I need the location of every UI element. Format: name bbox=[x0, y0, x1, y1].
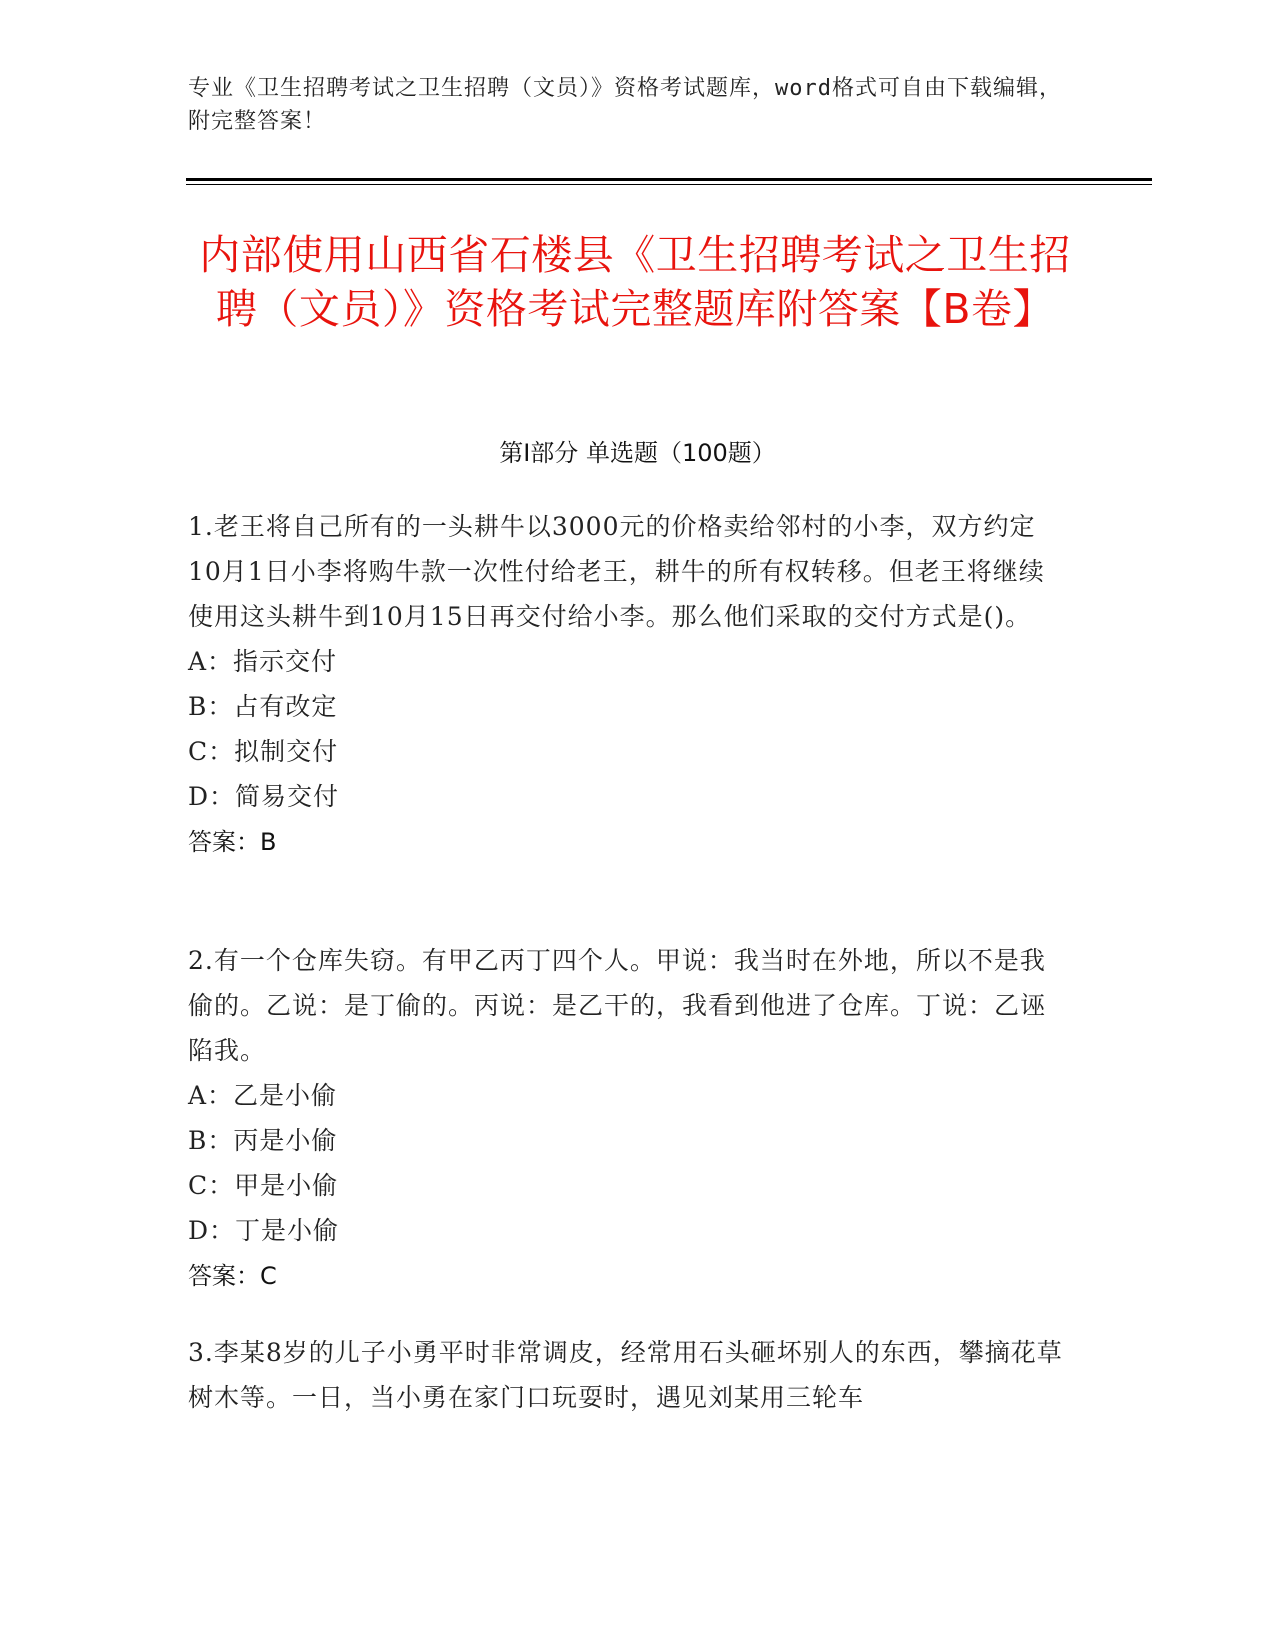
section-title: 第Ⅰ部分 单选题（100题） bbox=[499, 439, 776, 467]
option-a: A：乙是小偷 bbox=[188, 1081, 338, 1110]
header-note: 专业《卫生招聘考试之卫生招聘（文员）》资格考试题库，word格式可自由下载编辑，附完整答案！ bbox=[188, 76, 1062, 134]
question-3 bbox=[188, 1330, 1068, 1420]
option-c: C：拟制交付 bbox=[188, 737, 339, 766]
option-c: C：甲是小偷 bbox=[188, 1171, 339, 1200]
question-stem: 3.李某8岁的儿子小勇平时非常调皮，经常用石头砸坏别人的东西，攀摘花草树木等。一日，当小勇在家门口玩耍时，遇见刘某用三轮车 bbox=[188, 1338, 1063, 1412]
document-title: 内部使用山西省石楼县《卫生招聘考试之卫生招聘（文员）》资格考试完整题库附答案【B卷】 bbox=[199, 231, 1071, 333]
question-2 bbox=[188, 938, 1068, 1299]
option-a: A：指示交付 bbox=[188, 647, 338, 676]
option-d: D：丁是小偷 bbox=[188, 1216, 340, 1245]
option-d: D：简易交付 bbox=[188, 782, 340, 811]
answer: 答案：B bbox=[188, 828, 277, 856]
answer: 答案：C bbox=[188, 1262, 277, 1290]
header-divider-thin bbox=[186, 184, 1152, 185]
question-stem: 1.老王将自己所有的一头耕牛以3000元的价格卖给邻村的小李，双方约定10月1日小李将购牛款一次性付给老王，耕牛的所有权转移。但老王将继续使用这头耕牛到10月15日再交付给小李。那么他们采取的交付方式是()。 bbox=[188, 512, 1045, 631]
header-divider-thick bbox=[186, 178, 1152, 181]
option-b: B：丙是小偷 bbox=[188, 1126, 338, 1155]
question-1 bbox=[188, 504, 1068, 865]
question-stem: 2.有一个仓库失窃。有甲乙丙丁四个人。甲说：我当时在外地，所以不是我偷的。乙说：是丁偷的。丙说：是乙干的，我看到他进了仓库。丁说：乙诬陷我。 bbox=[188, 946, 1047, 1065]
option-b: B：占有改定 bbox=[188, 692, 338, 721]
